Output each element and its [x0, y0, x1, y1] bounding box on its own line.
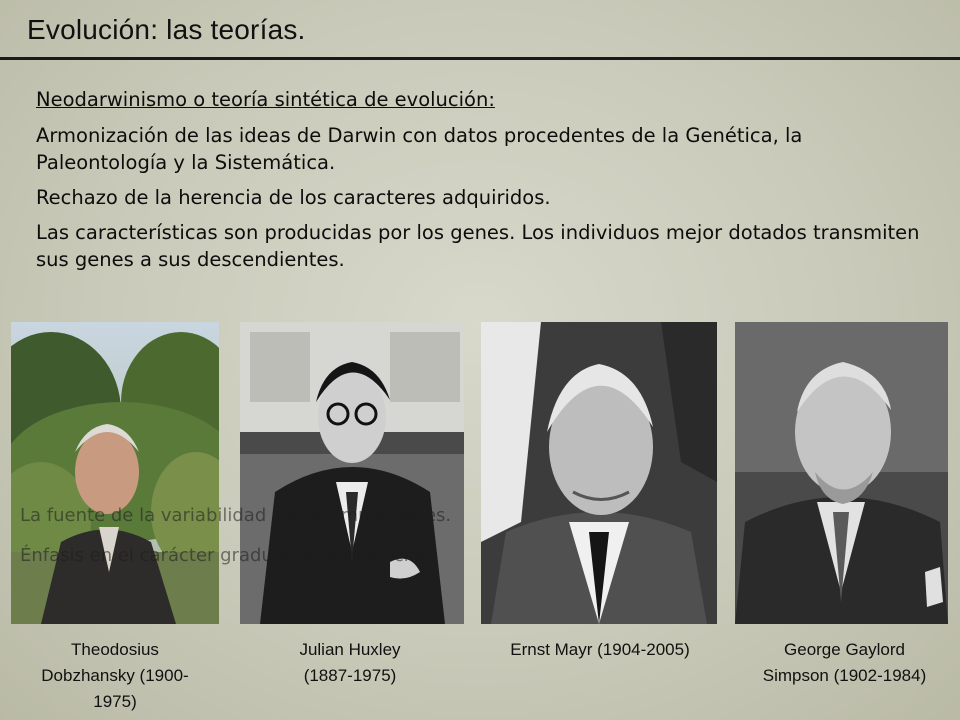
- overlay-mutations: La fuente de la variabilidad son las mutaciones.: [20, 505, 452, 526]
- title-divider: [0, 57, 960, 60]
- caption-mayr: Ernst Mayr (1904-2005): [510, 640, 690, 659]
- body-text: [36, 86, 926, 281]
- overlay-gradualism: Énfasis en el carácter gradual de la evolución.: [20, 545, 437, 566]
- slide-title: Evolución: las teorías.: [27, 14, 306, 45]
- caption-simpson: George Gaylord Simpson (1902-1984): [762, 640, 927, 685]
- caption-huxley: Julian Huxley (1887-1975): [299, 640, 401, 685]
- paragraph-harmonization: Armonización de las ideas de Darwin con datos procedentes de la Genética, la Paleontología y la Sistemática.: [36, 124, 803, 174]
- section-heading: Neodarwinismo o teoría sintética de evolución:: [36, 88, 495, 111]
- paragraph-rejection: Rechazo de la herencia de los caracteres adquiridos.: [36, 186, 551, 209]
- paragraph-genes: Las características son producidas por los genes. Los individuos mejor dotados transmiten sus genes a sus descendientes.: [36, 221, 920, 271]
- portrait-mayr: [481, 322, 717, 624]
- portrait-dobzhansky: [11, 322, 219, 624]
- caption-dobzhansky: Theodosius Dobzhansky (1900-1975): [41, 640, 189, 711]
- portrait-simpson: [735, 322, 948, 624]
- portrait-huxley: [240, 322, 464, 624]
